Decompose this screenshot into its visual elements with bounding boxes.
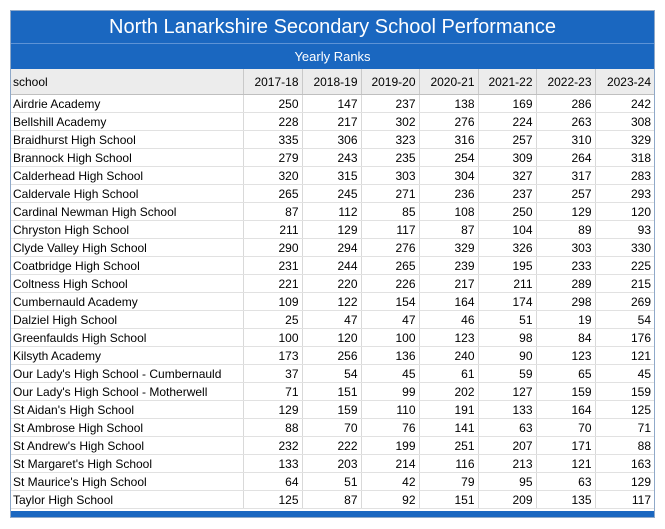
school-name-cell: Brannock High School xyxy=(11,149,243,167)
rank-cell: 235 xyxy=(361,149,419,167)
ranks-table-panel xyxy=(10,10,655,518)
rank-cell: 123 xyxy=(536,347,595,365)
rank-cell: 110 xyxy=(361,401,419,419)
rank-cell: 225 xyxy=(595,257,654,275)
rank-cell: 265 xyxy=(243,185,302,203)
rank-cell: 117 xyxy=(361,221,419,239)
rank-cell: 135 xyxy=(536,491,595,509)
rank-cell: 151 xyxy=(419,491,478,509)
school-name-cell: Bellshill Academy xyxy=(11,113,243,131)
rank-cell: 51 xyxy=(478,311,536,329)
school-name-cell: Greenfaulds High School xyxy=(11,329,243,347)
rank-cell: 84 xyxy=(536,329,595,347)
school-name-cell: St Andrew's High School xyxy=(11,437,243,455)
ranks-table xyxy=(11,69,654,509)
rank-cell: 211 xyxy=(243,221,302,239)
rank-cell: 232 xyxy=(243,437,302,455)
rank-cell: 63 xyxy=(478,419,536,437)
column-header-2022-23[interactable]: 2022-23 xyxy=(536,69,595,95)
rank-cell: 240 xyxy=(419,347,478,365)
rank-cell: 99 xyxy=(361,383,419,401)
rank-cell: 47 xyxy=(302,311,361,329)
rank-cell: 306 xyxy=(302,131,361,149)
rank-cell: 243 xyxy=(302,149,361,167)
rank-cell: 303 xyxy=(361,167,419,185)
rank-cell: 85 xyxy=(361,203,419,221)
rank-cell: 141 xyxy=(419,419,478,437)
rank-cell: 117 xyxy=(595,491,654,509)
table-row xyxy=(11,311,654,329)
rank-cell: 213 xyxy=(478,455,536,473)
rank-cell: 59 xyxy=(478,365,536,383)
rank-cell: 289 xyxy=(536,275,595,293)
table-row xyxy=(11,113,654,131)
rank-cell: 122 xyxy=(302,293,361,311)
rank-cell: 251 xyxy=(419,437,478,455)
rank-cell: 237 xyxy=(361,95,419,113)
table-row xyxy=(11,419,654,437)
rank-cell: 71 xyxy=(595,419,654,437)
rank-cell: 147 xyxy=(302,95,361,113)
column-header-2018-19[interactable]: 2018-19 xyxy=(302,69,361,95)
table-row xyxy=(11,293,654,311)
rank-cell: 129 xyxy=(536,203,595,221)
rank-cell: 256 xyxy=(302,347,361,365)
rank-cell: 250 xyxy=(243,95,302,113)
rank-cell: 100 xyxy=(361,329,419,347)
rank-cell: 310 xyxy=(536,131,595,149)
rank-cell: 89 xyxy=(536,221,595,239)
table-row xyxy=(11,473,654,491)
rank-cell: 215 xyxy=(595,275,654,293)
rank-cell: 294 xyxy=(302,239,361,257)
table-row xyxy=(11,383,654,401)
column-header-school[interactable]: school xyxy=(11,69,243,95)
rank-cell: 303 xyxy=(536,239,595,257)
rank-cell: 271 xyxy=(361,185,419,203)
table-row xyxy=(11,329,654,347)
rank-cell: 42 xyxy=(361,473,419,491)
table-footer-bar xyxy=(11,511,654,517)
rank-cell: 263 xyxy=(536,113,595,131)
rank-cell: 309 xyxy=(478,149,536,167)
rank-cell: 221 xyxy=(243,275,302,293)
school-name-cell: Chryston High School xyxy=(11,221,243,239)
table-body xyxy=(11,95,654,509)
rank-cell: 242 xyxy=(595,95,654,113)
rank-cell: 120 xyxy=(302,329,361,347)
school-name-cell: Our Lady's High School - Motherwell xyxy=(11,383,243,401)
rank-cell: 203 xyxy=(302,455,361,473)
rank-cell: 88 xyxy=(243,419,302,437)
school-name-cell: Cumbernauld Academy xyxy=(11,293,243,311)
table-row xyxy=(11,347,654,365)
rank-cell: 129 xyxy=(302,221,361,239)
rank-cell: 276 xyxy=(419,113,478,131)
rank-cell: 176 xyxy=(595,329,654,347)
table-row xyxy=(11,491,654,509)
table-row xyxy=(11,257,654,275)
rank-cell: 95 xyxy=(478,473,536,491)
rank-cell: 211 xyxy=(478,275,536,293)
rank-cell: 61 xyxy=(419,365,478,383)
column-header-2023-24[interactable]: 2023-24 xyxy=(595,69,654,95)
rank-cell: 123 xyxy=(419,329,478,347)
rank-cell: 298 xyxy=(536,293,595,311)
rank-cell: 195 xyxy=(478,257,536,275)
table-row xyxy=(11,185,654,203)
rank-cell: 207 xyxy=(478,437,536,455)
rank-cell: 293 xyxy=(595,185,654,203)
column-header-2017-18[interactable]: 2017-18 xyxy=(243,69,302,95)
rank-cell: 329 xyxy=(419,239,478,257)
rank-cell: 329 xyxy=(595,131,654,149)
rank-cell: 88 xyxy=(595,437,654,455)
rank-cell: 100 xyxy=(243,329,302,347)
rank-cell: 47 xyxy=(361,311,419,329)
rank-cell: 116 xyxy=(419,455,478,473)
table-row xyxy=(11,365,654,383)
rank-cell: 231 xyxy=(243,257,302,275)
rank-cell: 302 xyxy=(361,113,419,131)
rank-cell: 257 xyxy=(478,131,536,149)
rank-cell: 265 xyxy=(361,257,419,275)
rank-cell: 70 xyxy=(536,419,595,437)
rank-cell: 87 xyxy=(419,221,478,239)
table-row xyxy=(11,455,654,473)
rank-cell: 290 xyxy=(243,239,302,257)
rank-cell: 226 xyxy=(361,275,419,293)
rank-cell: 45 xyxy=(595,365,654,383)
rank-cell: 199 xyxy=(361,437,419,455)
rank-cell: 237 xyxy=(478,185,536,203)
rank-cell: 151 xyxy=(302,383,361,401)
rank-cell: 330 xyxy=(595,239,654,257)
rank-cell: 279 xyxy=(243,149,302,167)
rank-cell: 93 xyxy=(595,221,654,239)
school-name-cell: St Maurice's High School xyxy=(11,473,243,491)
rank-cell: 318 xyxy=(595,149,654,167)
rank-cell: 283 xyxy=(595,167,654,185)
rank-cell: 163 xyxy=(595,455,654,473)
rank-cell: 79 xyxy=(419,473,478,491)
rank-cell: 46 xyxy=(419,311,478,329)
school-name-cell: Clyde Valley High School xyxy=(11,239,243,257)
table-row xyxy=(11,437,654,455)
page-title: North Lanarkshire Secondary School Performance xyxy=(11,11,654,43)
rank-cell: 315 xyxy=(302,167,361,185)
table-row xyxy=(11,149,654,167)
rank-cell: 37 xyxy=(243,365,302,383)
rank-cell: 112 xyxy=(302,203,361,221)
rank-cell: 133 xyxy=(243,455,302,473)
table-subtitle: Yearly Ranks xyxy=(11,43,654,69)
rank-cell: 228 xyxy=(243,113,302,131)
rank-cell: 125 xyxy=(243,491,302,509)
rank-cell: 164 xyxy=(419,293,478,311)
rank-cell: 317 xyxy=(536,167,595,185)
rank-cell: 308 xyxy=(595,113,654,131)
school-name-cell: Coatbridge High School xyxy=(11,257,243,275)
table-header-row xyxy=(11,69,654,95)
rank-cell: 220 xyxy=(302,275,361,293)
rank-cell: 222 xyxy=(302,437,361,455)
rank-cell: 250 xyxy=(478,203,536,221)
rank-cell: 129 xyxy=(595,473,654,491)
rank-cell: 269 xyxy=(595,293,654,311)
table-row xyxy=(11,167,654,185)
rank-cell: 45 xyxy=(361,365,419,383)
rank-cell: 244 xyxy=(302,257,361,275)
rank-cell: 159 xyxy=(595,383,654,401)
rank-cell: 90 xyxy=(478,347,536,365)
rank-cell: 51 xyxy=(302,473,361,491)
school-name-cell: St Aidan's High School xyxy=(11,401,243,419)
rank-cell: 202 xyxy=(419,383,478,401)
rank-cell: 121 xyxy=(595,347,654,365)
rank-cell: 174 xyxy=(478,293,536,311)
column-header-2021-22[interactable]: 2021-22 xyxy=(478,69,536,95)
rank-cell: 63 xyxy=(536,473,595,491)
rank-cell: 54 xyxy=(302,365,361,383)
rank-cell: 71 xyxy=(243,383,302,401)
rank-cell: 159 xyxy=(536,383,595,401)
rank-cell: 125 xyxy=(595,401,654,419)
rank-cell: 316 xyxy=(419,131,478,149)
rank-cell: 217 xyxy=(302,113,361,131)
school-name-cell: Caldervale High School xyxy=(11,185,243,203)
rank-cell: 326 xyxy=(478,239,536,257)
rank-cell: 87 xyxy=(243,203,302,221)
rank-cell: 121 xyxy=(536,455,595,473)
rank-cell: 109 xyxy=(243,293,302,311)
school-name-cell: Calderhead High School xyxy=(11,167,243,185)
rank-cell: 104 xyxy=(478,221,536,239)
school-name-cell: Cardinal Newman High School xyxy=(11,203,243,221)
table-row xyxy=(11,131,654,149)
rank-cell: 120 xyxy=(595,203,654,221)
rank-cell: 154 xyxy=(361,293,419,311)
rank-cell: 171 xyxy=(536,437,595,455)
rank-cell: 127 xyxy=(478,383,536,401)
rank-cell: 129 xyxy=(243,401,302,419)
column-header-2019-20[interactable]: 2019-20 xyxy=(361,69,419,95)
rank-cell: 70 xyxy=(302,419,361,437)
rank-cell: 19 xyxy=(536,311,595,329)
rank-cell: 25 xyxy=(243,311,302,329)
rank-cell: 276 xyxy=(361,239,419,257)
school-name-cell: Dalziel High School xyxy=(11,311,243,329)
school-name-cell: Kilsyth Academy xyxy=(11,347,243,365)
rank-cell: 236 xyxy=(419,185,478,203)
rank-cell: 164 xyxy=(536,401,595,419)
school-name-cell: Braidhurst High School xyxy=(11,131,243,149)
rank-cell: 286 xyxy=(536,95,595,113)
table-row xyxy=(11,203,654,221)
rank-cell: 136 xyxy=(361,347,419,365)
rank-cell: 254 xyxy=(419,149,478,167)
rank-cell: 217 xyxy=(419,275,478,293)
rank-cell: 327 xyxy=(478,167,536,185)
rank-cell: 191 xyxy=(419,401,478,419)
rank-cell: 173 xyxy=(243,347,302,365)
rank-cell: 214 xyxy=(361,455,419,473)
rank-cell: 54 xyxy=(595,311,654,329)
rank-cell: 245 xyxy=(302,185,361,203)
school-name-cell: Our Lady's High School - Cumbernauld xyxy=(11,365,243,383)
table-row xyxy=(11,221,654,239)
rank-cell: 133 xyxy=(478,401,536,419)
rank-cell: 224 xyxy=(478,113,536,131)
table-row xyxy=(11,401,654,419)
rank-cell: 98 xyxy=(478,329,536,347)
rank-cell: 65 xyxy=(536,365,595,383)
school-name-cell: St Ambrose High School xyxy=(11,419,243,437)
table-row xyxy=(11,275,654,293)
rank-cell: 64 xyxy=(243,473,302,491)
school-name-cell: Taylor High School xyxy=(11,491,243,509)
rank-cell: 257 xyxy=(536,185,595,203)
rank-cell: 159 xyxy=(302,401,361,419)
column-header-2020-21[interactable]: 2020-21 xyxy=(419,69,478,95)
table-row xyxy=(11,239,654,257)
rank-cell: 209 xyxy=(478,491,536,509)
rank-cell: 323 xyxy=(361,131,419,149)
rank-cell: 108 xyxy=(419,203,478,221)
rank-cell: 320 xyxy=(243,167,302,185)
rank-cell: 76 xyxy=(361,419,419,437)
table-row xyxy=(11,95,654,113)
rank-cell: 92 xyxy=(361,491,419,509)
rank-cell: 87 xyxy=(302,491,361,509)
school-name-cell: Airdrie Academy xyxy=(11,95,243,113)
rank-cell: 304 xyxy=(419,167,478,185)
rank-cell: 138 xyxy=(419,95,478,113)
school-name-cell: Coltness High School xyxy=(11,275,243,293)
school-name-cell: St Margaret's High School xyxy=(11,455,243,473)
rank-cell: 239 xyxy=(419,257,478,275)
rank-cell: 335 xyxy=(243,131,302,149)
rank-cell: 169 xyxy=(478,95,536,113)
rank-cell: 233 xyxy=(536,257,595,275)
rank-cell: 264 xyxy=(536,149,595,167)
